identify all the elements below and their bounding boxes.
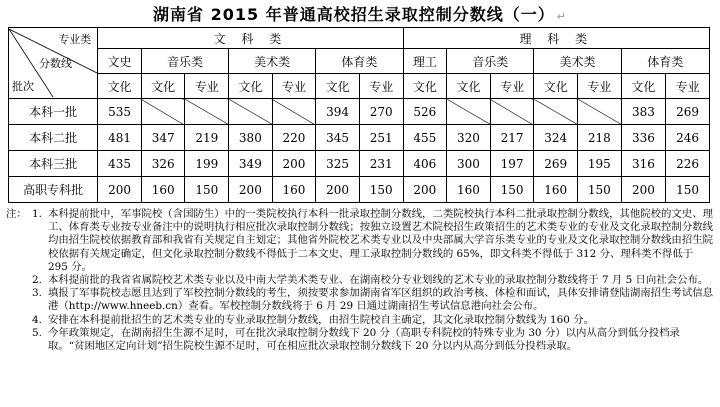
note-item — [6, 287, 714, 313]
subject-header: 文化 — [229, 74, 273, 99]
category-header: 理工 — [403, 49, 447, 74]
score-cell: 336 — [621, 125, 666, 151]
note-text: 填报了军事院校志愿且达到了军校控制分数线的考生，须按要求参加湖南省军区组织的政治考核、体检和面试，具体安排请登陆湖南招生考试信息港（http://www.hneeb.cn）查看。军校控制分数线将于 6 月 29 日通过湖南招生考试信息港向社会公布。 — [48, 287, 713, 313]
category-header-row — [9, 49, 710, 74]
score-cell: 218 — [578, 125, 622, 151]
score-cell: 199 — [185, 151, 229, 177]
batch-label: 高职专科批 — [9, 177, 98, 203]
score-cell — [229, 99, 273, 125]
notes-section — [6, 208, 714, 353]
score-cell: 246 — [666, 125, 710, 151]
subject-header: 文化 — [141, 74, 185, 99]
subject-header: 专业 — [666, 74, 710, 99]
subject-header: 文化 — [447, 74, 491, 99]
score-cell: 220 — [272, 125, 316, 151]
score-cell: 316 — [621, 151, 666, 177]
score-cell: 435 — [98, 151, 142, 177]
page-title — [0, 2, 720, 25]
category-header: 音乐类 — [141, 49, 228, 74]
score-cell: 160 — [272, 177, 316, 203]
score-cell: 150 — [490, 177, 534, 203]
table-row — [9, 177, 710, 203]
score-cell: 150 — [185, 177, 229, 203]
note-item — [6, 327, 714, 353]
score-cell: 195 — [578, 151, 622, 177]
score-cell: 325 — [316, 151, 360, 177]
score-cell: 150 — [666, 177, 710, 203]
subject-header: 专业 — [272, 74, 316, 99]
score-cell: 300 — [447, 151, 491, 177]
subject-header: 专业 — [359, 74, 403, 99]
score-cell: 269 — [666, 99, 710, 125]
note-text: 本科提前批的我省省属院校艺术类专业以及中南大学美术类专业、在湖南校分专业划线的艺术专业的录取控制分数线将于 7 月 5 日向社会公布。 — [48, 274, 709, 287]
score-cell: 200 — [272, 151, 316, 177]
score-cell: 394 — [316, 99, 360, 125]
score-cell — [447, 99, 491, 125]
score-cell: 526 — [403, 99, 447, 125]
score-table — [8, 27, 710, 203]
score-cell: 383 — [621, 99, 666, 125]
category-header: 体育类 — [621, 49, 709, 74]
note-item — [6, 314, 714, 327]
score-cell: 324 — [534, 125, 578, 151]
score-cell: 535 — [98, 99, 142, 125]
category-header: 美术类 — [534, 49, 621, 74]
group-header-row — [9, 28, 710, 49]
corner-batch-label: 批次 — [12, 80, 34, 93]
score-cell: 455 — [403, 125, 447, 151]
score-cell: 231 — [359, 151, 403, 177]
score-cell: 345 — [316, 125, 360, 151]
subject-header: 专业 — [185, 74, 229, 99]
score-cell: 200 — [316, 177, 360, 203]
table-row — [9, 99, 710, 125]
category-header: 文史 — [98, 49, 142, 74]
subject-header-row — [9, 74, 710, 99]
note-number: 4. — [32, 313, 42, 326]
category-header: 体育类 — [316, 49, 403, 74]
note-number: 2. — [32, 274, 42, 287]
notes-lead: 注： — [6, 208, 27, 220]
score-cell — [534, 99, 578, 125]
score-cell: 160 — [447, 177, 491, 203]
note-item — [6, 274, 714, 287]
batch-label: 本科二批 — [9, 125, 98, 151]
score-cell: 200 — [621, 177, 666, 203]
title-text: 湖南省 2015 年普通高校招生录取控制分数线（一） — [153, 5, 555, 24]
score-cell: 251 — [359, 125, 403, 151]
score-cell: 200 — [98, 177, 142, 203]
score-cell: 160 — [534, 177, 578, 203]
note-number: 3. — [32, 287, 42, 300]
subject-header: 文化 — [621, 74, 666, 99]
score-cell: 347 — [141, 125, 185, 151]
score-cell — [185, 99, 229, 125]
corner-header-cell — [9, 28, 98, 99]
note-number: 5. — [32, 326, 42, 339]
score-cell: 269 — [534, 151, 578, 177]
website-link[interactable]: http://www.hneeb.cn — [68, 300, 178, 313]
corner-score-line-label: 分数线 — [39, 57, 72, 70]
subject-header: 文化 — [98, 74, 142, 99]
score-cell: 270 — [359, 99, 403, 125]
batch-label: 本科三批 — [9, 151, 98, 177]
score-cell: 219 — [185, 125, 229, 151]
paragraph-mark-icon: ↵ — [556, 10, 567, 23]
subject-header: 文化 — [534, 74, 578, 99]
score-cell: 200 — [403, 177, 447, 203]
score-cell: 326 — [141, 151, 185, 177]
category-header: 音乐类 — [447, 49, 534, 74]
batch-label: 本科一批 — [9, 99, 98, 125]
group-header-science: 理 科 类 — [403, 28, 709, 49]
score-cell: 380 — [229, 125, 273, 151]
score-cell: 406 — [403, 151, 447, 177]
subject-header: 专业 — [578, 74, 622, 99]
score-cell: 150 — [359, 177, 403, 203]
note-text: 安排在本科提前批招生的艺术类专业的专业录取控制分数线，由招生院校自主确定，其文化录取控制分数线为 160 分。 — [48, 313, 594, 326]
score-cell — [141, 99, 185, 125]
corner-major-label: 专业类 — [58, 33, 92, 46]
score-cell: 160 — [141, 177, 185, 203]
score-cell — [578, 99, 622, 125]
note-text: 本科提前批中，军事院校（含国防生）中的一类院校执行本科一批录取控制分数线，二类院校执行本科二批录取控制分数线，其他院校的文史、理工、体育类专业按专业备注中的说明执行相应批次录取控制分数线；按独立设置艺术院校招生政策招生的艺术类专业的专业及文化录取控制分数线均由招生院校依据教育部和我省有关规定自主划定；其他省外院校艺术类专业以及中央部属大学音乐类专业的专业及文化录取控制分数线由招生院校依据有关规定确定，但文化录取控制分数线不得低于二本文史、理工录取控制分数线的 65%，即文科类不得低于 312 分、理科类不得低于 295 分。 — [48, 208, 713, 273]
score-cell: 481 — [98, 125, 142, 151]
score-cell — [272, 99, 316, 125]
table-row — [9, 151, 710, 177]
score-cell: 349 — [229, 151, 273, 177]
note-item — [6, 208, 714, 274]
score-cell: 200 — [229, 177, 273, 203]
note-number: 1. — [32, 208, 42, 220]
score-cell — [490, 99, 534, 125]
score-cell: 320 — [447, 125, 491, 151]
subject-header: 文化 — [403, 74, 447, 99]
table-row — [9, 125, 710, 151]
score-cell: 150 — [578, 177, 622, 203]
subject-header: 专业 — [490, 74, 534, 99]
note-text: 今年政策规定，在湖南招生生源不足时，可在批次录取控制分数线下 20 分（高职专科院校的特殊专业为 30 分）以内从高分到低分投档录取。“贫困地区定向计划”招生院校生源不足时，可在相应批次录取控制分数线下 20 分以内从高分到低分投档录取。 — [48, 326, 680, 353]
group-header-liberal-arts: 文 科 类 — [98, 28, 403, 49]
subject-header: 文化 — [316, 74, 360, 99]
score-cell: 226 — [666, 151, 710, 177]
score-cell: 217 — [490, 125, 534, 151]
score-cell: 197 — [490, 151, 534, 177]
category-header: 美术类 — [229, 49, 316, 74]
